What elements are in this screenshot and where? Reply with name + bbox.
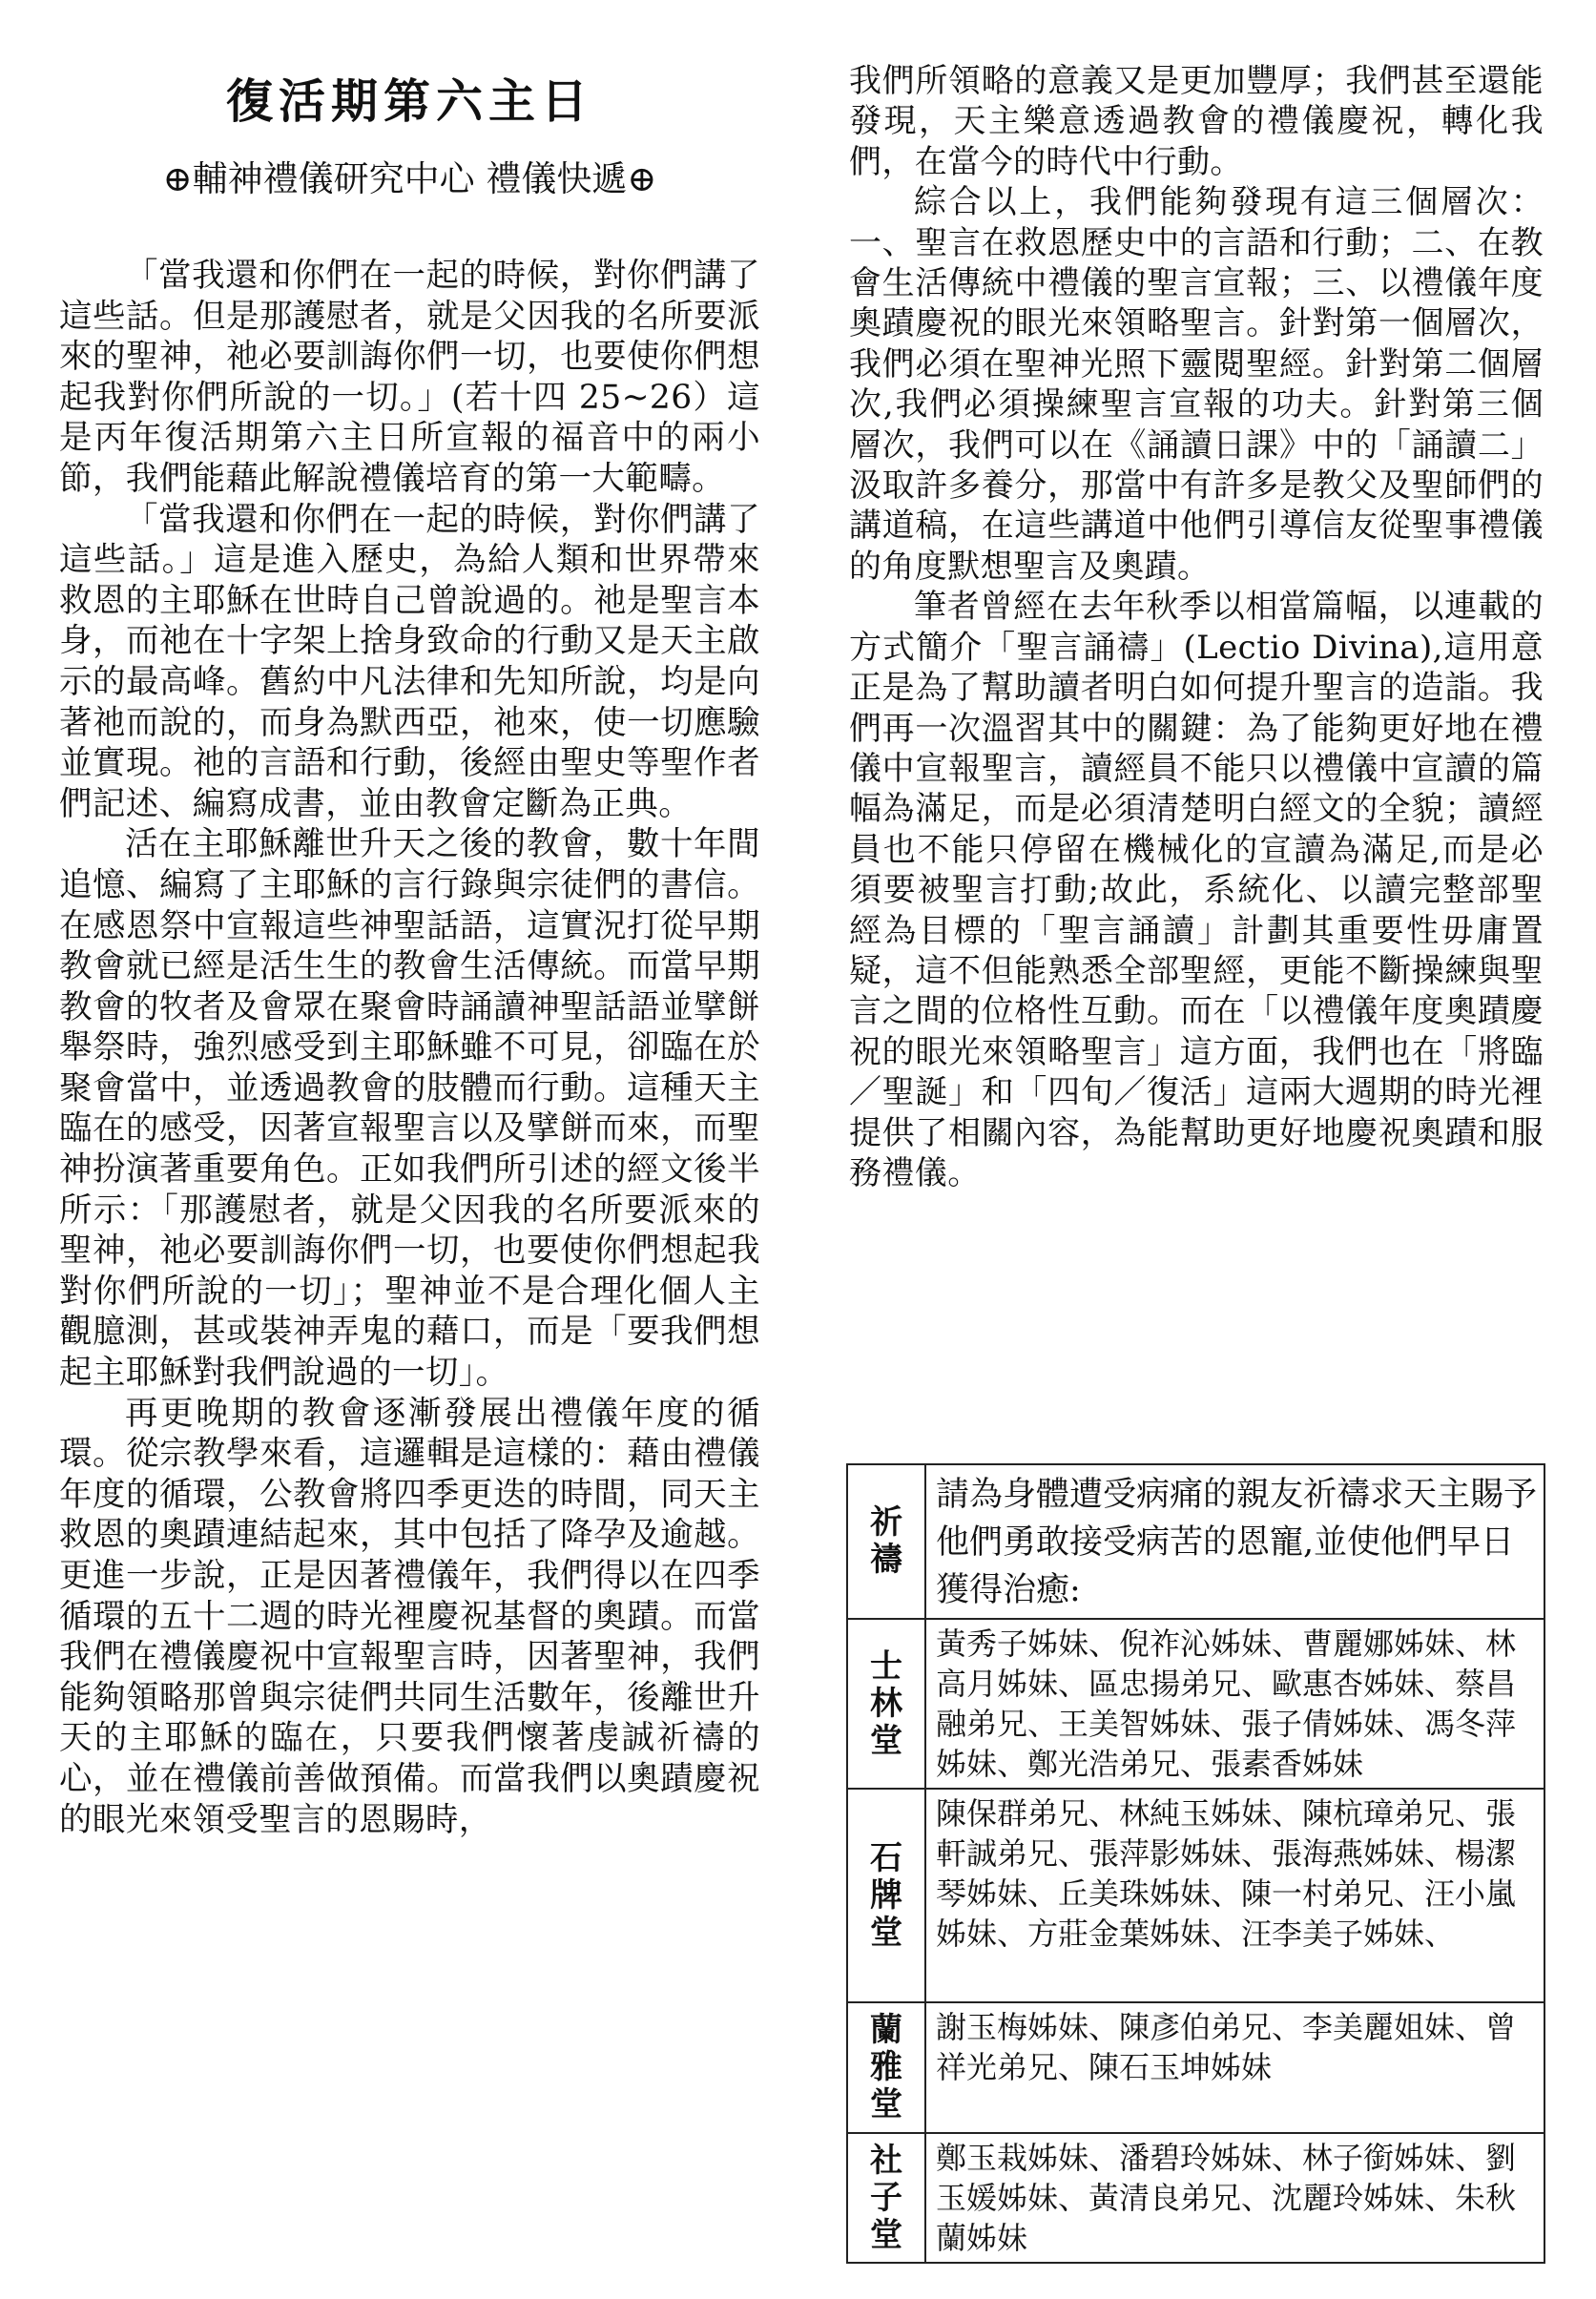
prayer-row-text: 謝玉梅姊妹、陳彥伯弟兄、李美麗姐妹、曾祥光弟兄、陳石玉坤姊妹 bbox=[925, 2002, 1544, 2133]
label-text: 社子堂 bbox=[870, 2141, 902, 2254]
body-paragraph: 我們所領略的意義又是更加豐厚；我們甚至還能發現，天主樂意透過教會的禮儀慶祝，轉化我們，在當今的時代中行動。 bbox=[849, 62, 1544, 181]
body-paragraph: 綜合以上，我們能夠發現有這三個層次：一、聖言在救恩歷史中的言語和行動；二、在教會生活傳統中禮儀的聖言宣報；三、以禮儀年度奧蹟慶祝的眼光來領略聖言。針對第一個層次，我們必須在聖神光照下靈閱聖經。針對第二個層次,我們必須操練聖言宣報的功夫。針對第三個層次，我們可以在《誦讀日課》中的「誦讀二」汲取許多養分，那當中有許多是教父及聖師們的講道稿，在這些講道中他們引導信友從聖事禮儀的角度默想聖言及奧蹟。 bbox=[849, 183, 1544, 586]
prayer-row-label bbox=[847, 1619, 925, 1789]
label-text: 石牌堂 bbox=[870, 1838, 902, 1952]
prayer-row-label bbox=[847, 1464, 925, 1619]
prayer-row bbox=[847, 2133, 1544, 2263]
body-paragraph: 「當我還和你們在一起的時候，對你們講了這些話。」這是進入歷史，為給人類和世界帶來救恩的主耶穌在世時自己曾說過的。祂是聖言本身，而祂在十字架上捨身致命的行動又是天主啟示的最高峰。舊約中凡法律和先知所說，均是向著祂而說的，而身為默西亞，祂來，使一切應驗並實現。祂的言語和行動，後經由聖史等聖作者們記述、編寫成書，並由教會定斷為正典。 bbox=[59, 500, 760, 823]
label-text: 蘭雅堂 bbox=[870, 2011, 902, 2123]
prayer-row-text: 黃秀子姊妹、倪祚沁姊妹、曹麗娜姊妹、林高月姊妹、區忠揚弟兄、歐惠杏姊妹、蔡昌融弟兄、王美智姊妹、張子倩姊妹、馮冬萍姊妹、鄭光浩弟兄、張素香姊妹 bbox=[925, 1619, 1544, 1789]
prayer-row bbox=[847, 1464, 1544, 1619]
prayer-row bbox=[847, 1789, 1544, 2002]
page-subtitle: ⊕輔神禮儀研究中心 禮儀快遞⊕ bbox=[162, 158, 657, 199]
body-paragraph: 活在主耶穌離世升天之後的教會，數十年間追憶、編寫了主耶穌的言行錄與宗徒們的書信。在感恩祭中宣報這些神聖話語，這實況打從早期教會就已經是活生生的教會生活傳統。而當早期教會的牧者及會眾在聚會時誦讀神聖話語並擘餅舉祭時，強烈感受到主耶穌雖不可見，卻臨在於聚會當中，並透過教會的肢體而行動。這種天主臨在的感受，因著宣報聖言以及擘餅而來，而聖神扮演著重要角色。正如我們所引述的經文後半所示：「那護慰者，就是父因我的名所要派來的聖神，祂必要訓誨你們一切，也要使你們想起我對你們所說的一切」；聖神並不是合理化個人主觀臆測，甚或裝神弄鬼的藉口，而是「要我們想起主耶穌對我們說過的一切」。 bbox=[59, 825, 760, 1393]
right-column bbox=[849, 61, 1544, 1193]
prayer-row-text: 鄭玉栽姊妹、潘碧玲姊妹、林子銜姊妹、劉玉媛姊妹、黃清良弟兄、沈麗玲姊妹、朱秋蘭姊妹 bbox=[925, 2133, 1544, 2263]
prayer-row-text: 陳保群弟兄、林純玉姊妹、陳杭璋弟兄、張軒誠弟兄、張萍影姊妹、張海燕姊妹、楊潔琴姊妹、丘美珠姊妹、陳一村弟兄、汪小嵐姊妹、方莊金葉姊妹、汪李美子姊妹、 bbox=[925, 1789, 1544, 2002]
label-text: 祈禱 bbox=[870, 1503, 902, 1579]
page-title: 復活期第六主日 bbox=[225, 74, 593, 129]
label-text: 士林堂 bbox=[870, 1647, 902, 1760]
prayer-row-label bbox=[847, 2133, 925, 2263]
prayer-row-label bbox=[847, 1789, 925, 2002]
left-column bbox=[59, 0, 760, 1840]
prayer-row-label bbox=[847, 2002, 925, 2133]
prayer-intentions-table bbox=[846, 1463, 1545, 2264]
prayer-row-text: 請為身體遭受病痛的親友祈禱求天主賜予他們勇敢接受病苦的恩寵,並使他們早日獲得治癒: bbox=[925, 1464, 1544, 1619]
prayer-row bbox=[847, 1619, 1544, 1789]
body-paragraph: 「當我還和你們在一起的時候，對你們講了這些話。但是那護慰者，就是父因我的名所要派來的聖神，祂必要訓誨你們一切，也要使你們想起我對你們所說的一切。」(若十四 25~26）這是丙年復活期第六主日所宣報的福音中的兩小節，我們能藉此解說禮儀培育的第一大範疇。 bbox=[59, 257, 760, 498]
body-paragraph: 再更晚期的教會逐漸發展出禮儀年度的循環。從宗教學來看，這邏輯是這樣的：藉由禮儀年度的循環，公教會將四季更迭的時間，同天主救恩的奧蹟連結起來，其中包括了降孕及逾越。更進一步說，正是因著禮儀年，我們得以在四季循環的五十二週的時光裡慶祝基督的奧蹟。而當我們在禮儀慶祝中宣報聖言時，因著聖神，我們能夠領略那曾與宗徒們共同生活數年，後離世升天的主耶穌的臨在，只要我們懷著虔誠祈禱的心，並在禮儀前善做預備。而當我們以奧蹟慶祝的眼光來領受聖言的恩賜時， bbox=[59, 1394, 760, 1839]
body-paragraph: 筆者曾經在去年秋季以相當篇幅，以連載的方式簡介「聖言誦禱」(Lectio Divina),這用意正是為了幫助讀者明白如何提升聖言的造詣。我們再一次溫習其中的關鍵：為了能夠更好地在禮儀中宣報聖言，讀經員不能只以禮儀中宣讀的篇幅為滿足，而是必須清楚明白經文的全貌；讀經員也不能只停留在機械化的宣讀為滿足,而是必須要被聖言打動;故此，系統化、以讀完整部聖經為目標的「聖言誦讀」計劃其重要性毋庸置疑，這不但能熟悉全部聖經，更能不斷操練與聖言之間的位格性互動。而在「以禮儀年度奧蹟慶祝的眼光來領略聖言」這方面，我們也在「將臨／聖誕」和「四旬／復活」這兩大週期的時光裡提供了相關內容，為能幫助更好地慶祝奧蹟和服務禮儀。 bbox=[849, 588, 1544, 1192]
prayer-row bbox=[847, 2002, 1544, 2133]
